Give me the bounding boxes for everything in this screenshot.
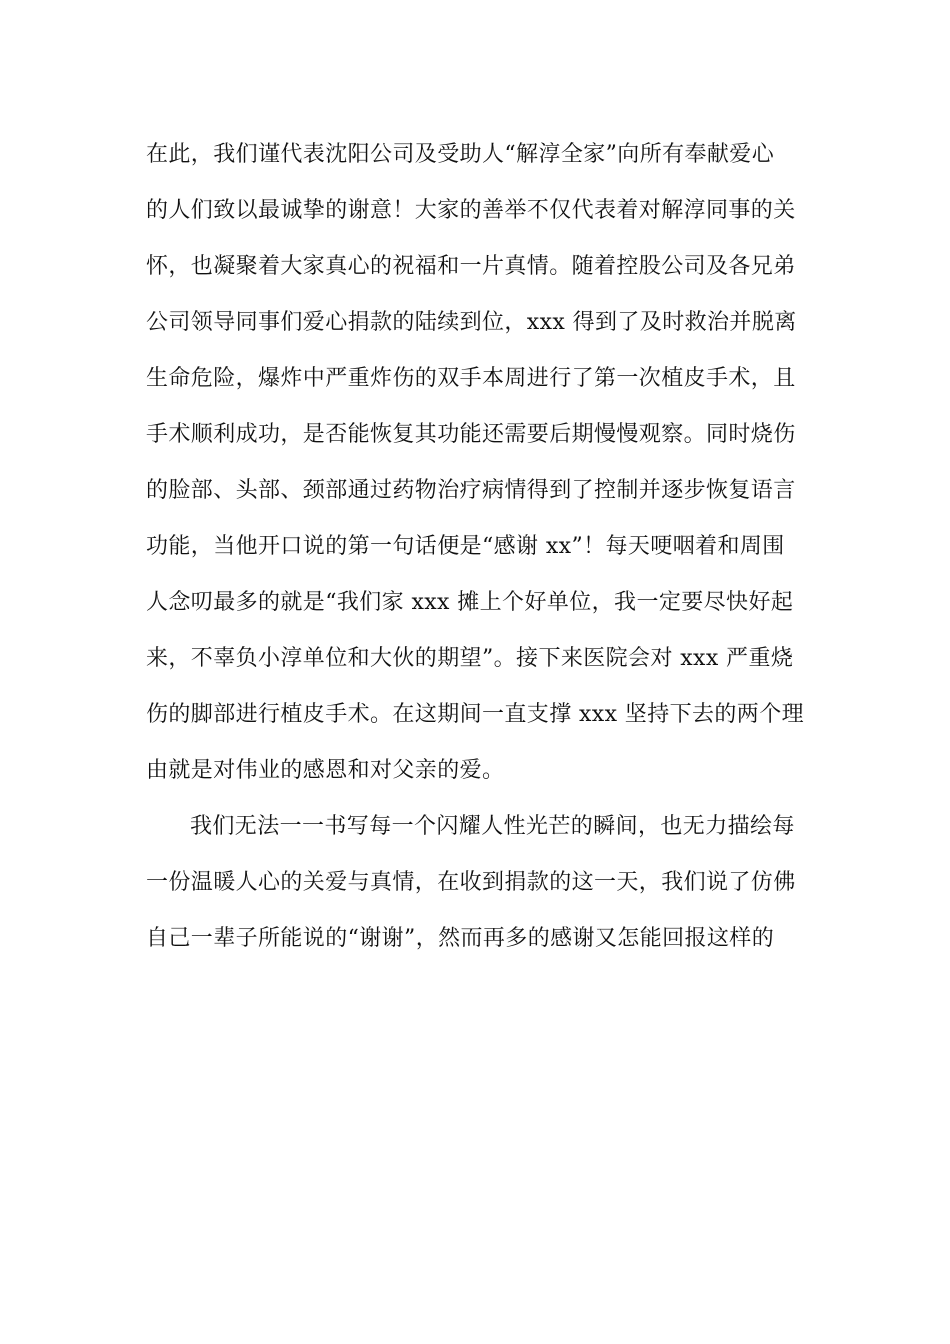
text-line: 来，不辜负小淳单位和大伙的期望”。接下来医院会对 xxx 严重烧 [146,646,794,671]
text-line: 手术顺利成功，是否能恢复其功能还需要后期慢慢观察。同时烧伤 [146,422,796,447]
text-line: 功能，当他开口说的第一句话便是“感谢 xx”！每天哽咽着和周围 [146,534,785,559]
text-line: 伤的脚部进行植皮手术。在这期间一直支撑 xxx 坚持下去的两个理 [146,702,805,727]
document-body [146,127,806,967]
text-line: 的人们致以最诚挚的谢意！大家的善举不仅代表着对解淳同事的关 [146,198,796,223]
text-line: 生命危险，爆炸中严重炸伤的双手本周进行了第一次植皮手术，且 [146,366,796,391]
text-line: 公司领导同事们爱心捐款的陆续到位，xxx 得到了及时救治并脱离 [146,310,797,335]
text-line: 自己一辈子所能说的“谢谢”，然而再多的感谢又怎能回报这样的 [146,926,775,951]
paragraph-2 [146,799,806,967]
text-line: 一份温暖人心的关爱与真情，在收到捐款的这一天，我们说了仿佛 [146,870,796,895]
text-line: 的脸部、头部、颈部通过药物治疗病情得到了控制并逐步恢复语言 [146,478,796,503]
text-line-indented: 我们无法一一书写每一个闪耀人性光芒的瞬间，也无力描绘每 [190,814,795,839]
text-line: 在此，我们谨代表沈阳公司及受助人“解淳全家”向所有奉献爱心 [146,142,775,167]
text-line: 怀，也凝聚着大家真心的祝福和一片真情。随着控股公司及各兄弟 [146,254,796,279]
paragraph-1 [146,127,806,799]
text-line: 由就是对伟业的感恩和对父亲的爱。 [146,758,505,783]
text-line: 人念叨最多的就是“我们家 xxx 摊上个好单位，我一定要尽快好起 [146,590,794,615]
